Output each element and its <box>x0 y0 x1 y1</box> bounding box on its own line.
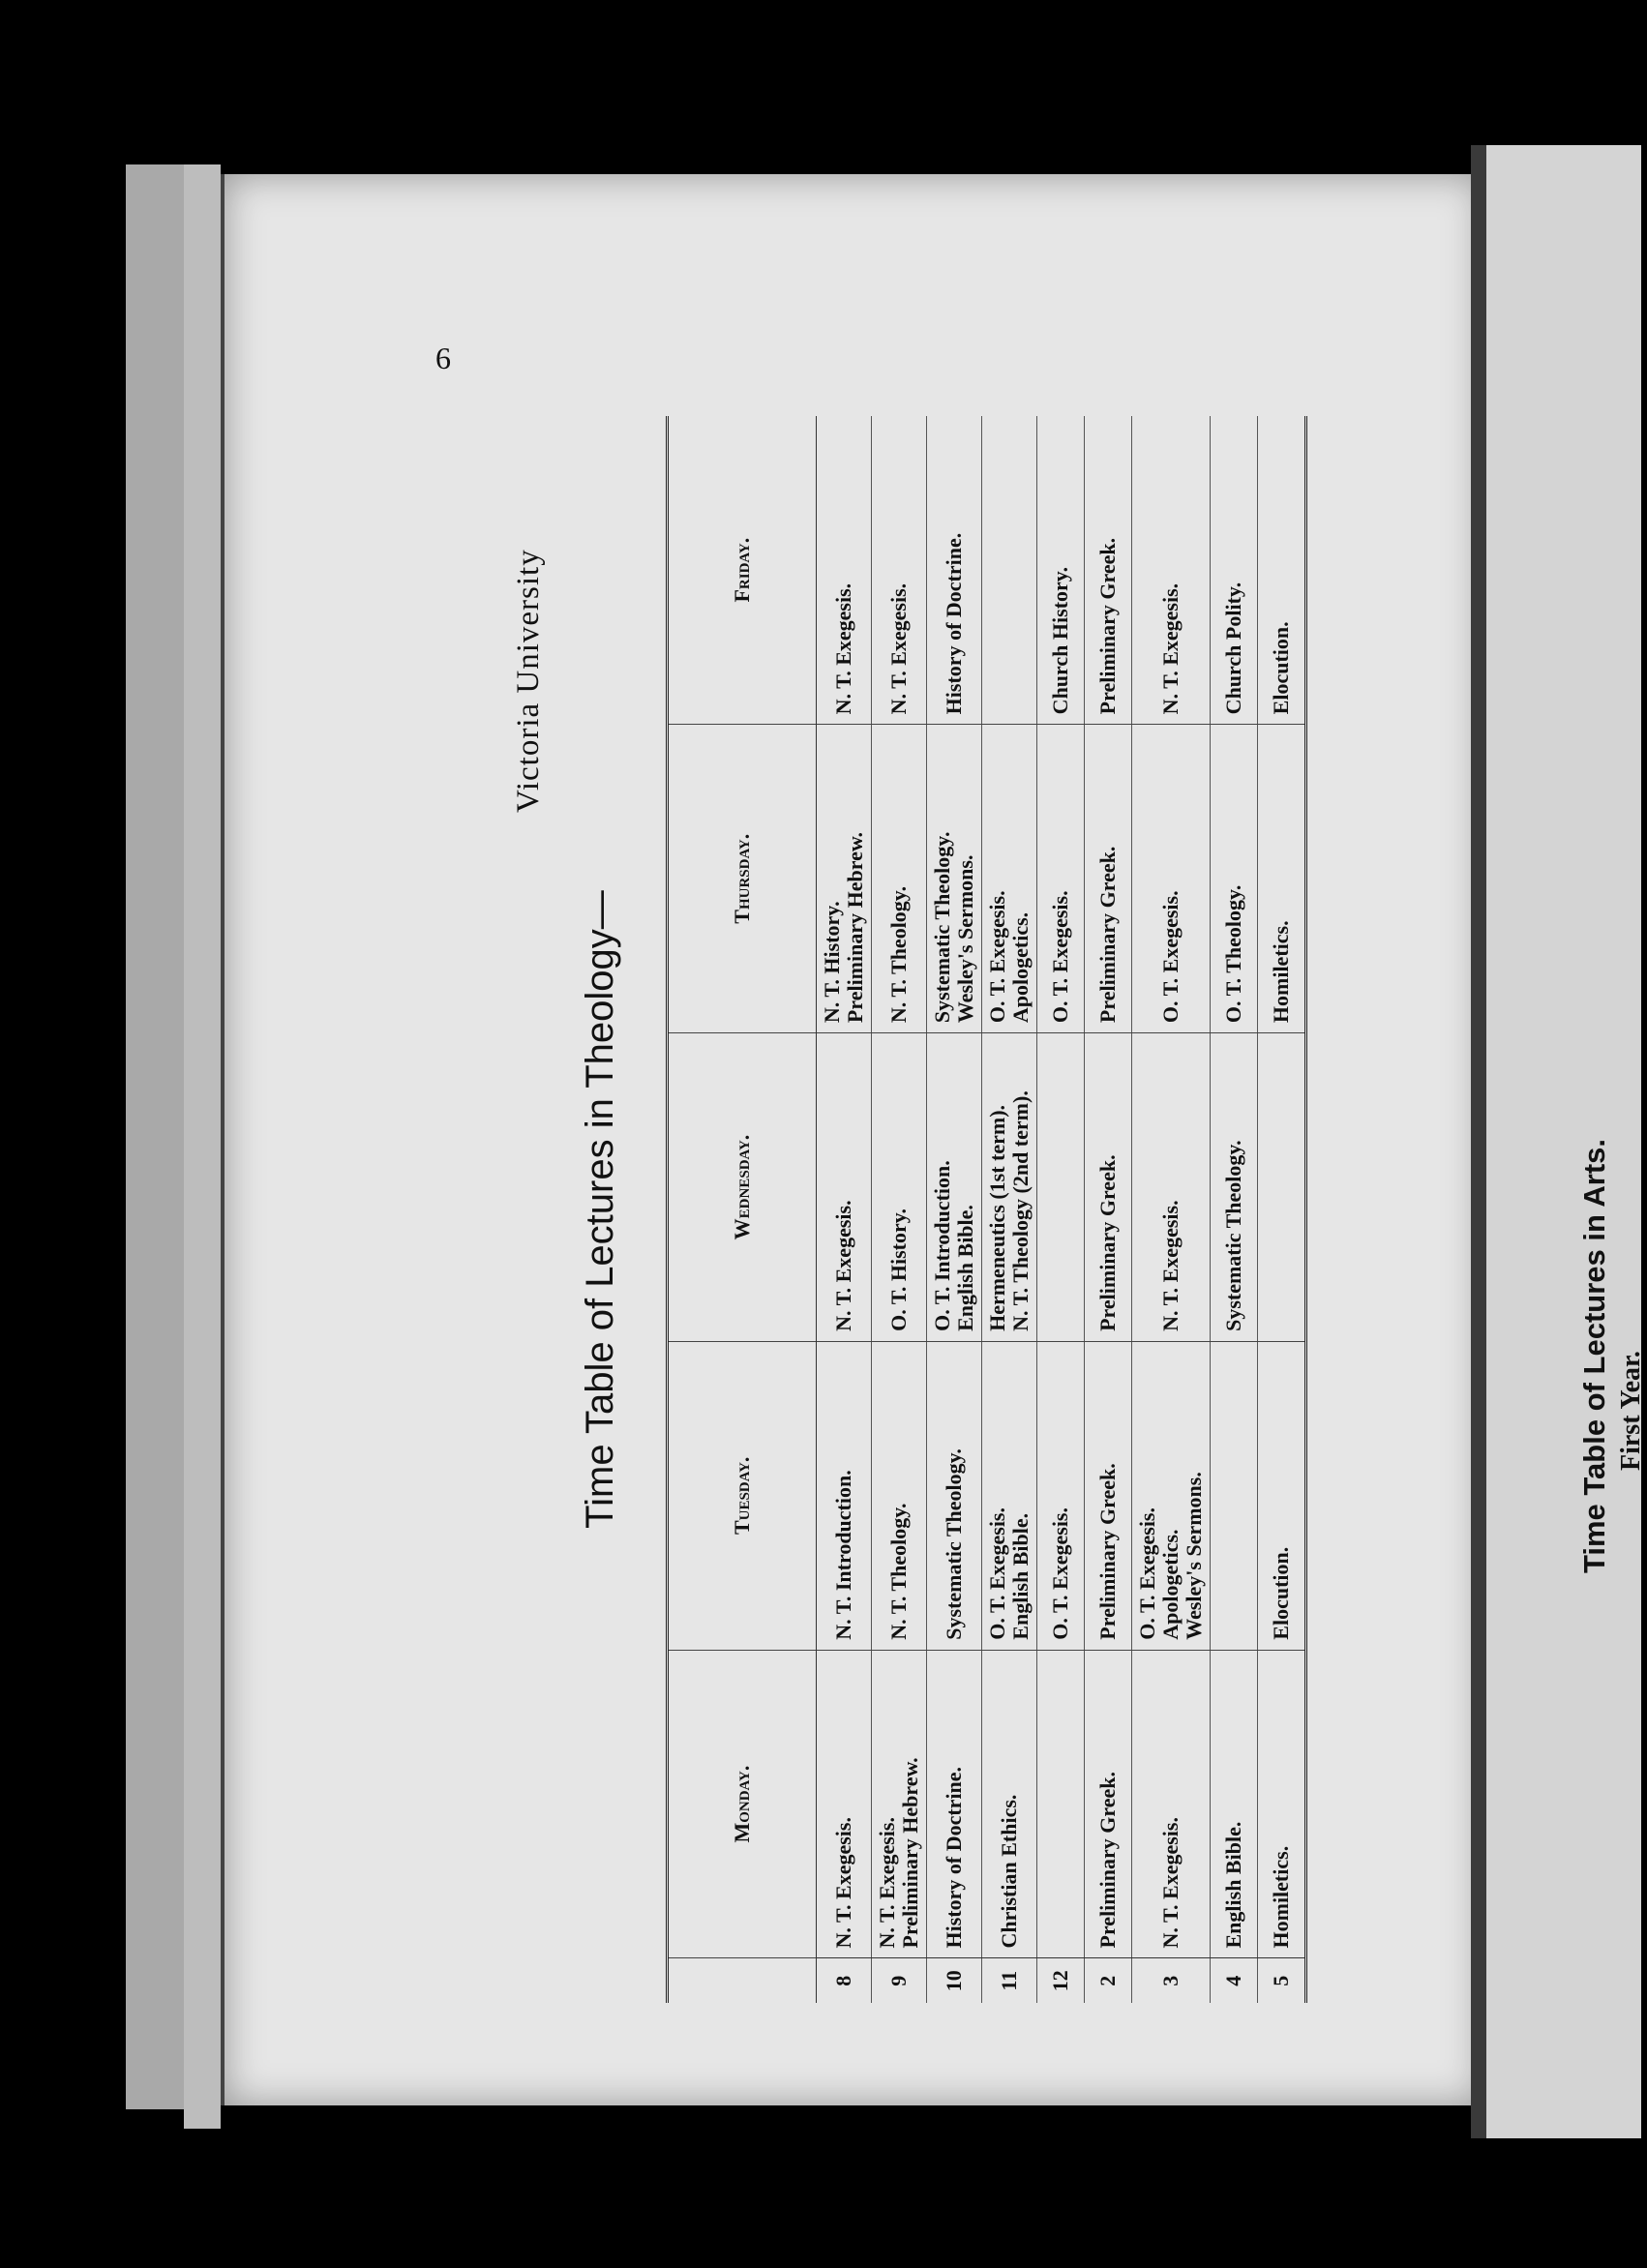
lecture-text: Systematic Theology. <box>930 831 954 1024</box>
table-row <box>1037 416 1085 2003</box>
lecture-text: N. T. Exegesis. <box>1158 1200 1183 1331</box>
lecture-text: N. T. Introduction. <box>831 1470 855 1640</box>
gutter-shadow <box>1471 145 1486 2138</box>
lecture-text: O. T. Exegesis. <box>985 890 1009 1024</box>
lecture-text: N. T. Theology. <box>886 1503 911 1640</box>
lecture-cell <box>1132 1033 1211 1342</box>
lecture-text: N. T. Exegesis. <box>831 1200 855 1331</box>
lecture-text: History of Doctrine. <box>942 532 966 715</box>
lecture-cell <box>927 725 982 1033</box>
lecture-text: English Bible. <box>1008 1512 1033 1640</box>
lecture-cell <box>1211 1033 1258 1342</box>
lecture-text: Church Polity. <box>1221 582 1245 715</box>
lecture-cell <box>927 1650 982 1958</box>
lecture-cell <box>1085 1033 1132 1342</box>
day-header: Wednesday. <box>668 1033 817 1342</box>
lecture-text: Systematic Theology. <box>1221 1140 1245 1331</box>
lecture-cell <box>1211 416 1258 725</box>
lecture-text: N. T. Theology (2nd term). <box>1008 1090 1033 1331</box>
hour-cell: 3 <box>1132 1958 1211 2003</box>
lecture-text: Apologetics. <box>1008 911 1033 1024</box>
lecture-cell <box>927 1341 982 1650</box>
lecture-cell <box>1132 725 1211 1033</box>
lecture-text: N. T. Exegesis. <box>1158 582 1183 715</box>
lecture-cell <box>927 416 982 725</box>
hour-cell: 9 <box>872 1958 927 2003</box>
lecture-text: Homiletics. <box>1269 920 1293 1024</box>
day-header: Friday. <box>668 416 817 725</box>
timetable <box>666 416 1307 2003</box>
hour-cell: 10 <box>927 1958 982 2003</box>
running-head: Victoria University <box>511 549 546 813</box>
day-header-row <box>668 416 817 2003</box>
lecture-cell <box>1258 1650 1306 1958</box>
lecture-text: N. T. History. <box>820 901 844 1024</box>
lecture-cell <box>1037 1650 1085 1958</box>
lecture-text: Wesley's Sermons. <box>1182 1472 1206 1640</box>
lecture-cell <box>1085 416 1132 725</box>
lecture-text: O. T. Exegesis. <box>1135 1507 1159 1640</box>
lecture-cell <box>817 1341 872 1650</box>
right-page <box>1471 145 1646 2138</box>
lecture-cell <box>1258 1341 1306 1650</box>
lecture-cell <box>982 1650 1037 1958</box>
lecture-text: O. T. Theology. <box>1221 884 1245 1024</box>
table-row <box>927 416 982 2003</box>
lecture-text: Preliminary Greek. <box>1095 1463 1120 1640</box>
lecture-cell <box>982 1033 1037 1342</box>
day-header: Monday. <box>668 1650 817 1958</box>
lecture-text: N. T. Exegesis. <box>886 582 911 715</box>
lecture-text: English Bible. <box>1221 1821 1245 1949</box>
day-header: Tuesday. <box>668 1341 817 1650</box>
lecture-cell <box>927 1033 982 1342</box>
lecture-text: N. T. Exegesis. <box>875 1817 899 1949</box>
lecture-text: Preliminary Greek. <box>1095 846 1120 1024</box>
next-page-subtitle: First Year. <box>1616 1351 1646 1471</box>
lecture-text: Wesley's Sermons. <box>953 854 977 1024</box>
lecture-cell <box>1085 725 1132 1033</box>
lecture-text: Preliminary Greek. <box>1095 1154 1120 1331</box>
table-row <box>982 416 1037 2003</box>
lecture-cell <box>817 1650 872 1958</box>
lecture-text: Elocution. <box>1269 621 1293 715</box>
lecture-text: O. T. Introduction. <box>930 1160 954 1331</box>
lecture-cell <box>1211 725 1258 1033</box>
table-row <box>1258 416 1306 2003</box>
lecture-text: O. T. Exegesis. <box>1048 890 1072 1024</box>
lecture-cell <box>872 725 927 1033</box>
lecture-cell <box>1211 1341 1258 1650</box>
hour-cell: 8 <box>817 1958 872 2003</box>
next-page-title: Time Table of Lectures in Arts. <box>1577 1138 1611 1573</box>
lecture-cell <box>982 725 1037 1033</box>
lecture-cell <box>1132 1341 1211 1650</box>
lecture-text: History of Doctrine. <box>942 1766 966 1949</box>
lecture-text: English Bible. <box>953 1205 977 1331</box>
hour-cell: 11 <box>982 1958 1037 2003</box>
lecture-cell <box>817 416 872 725</box>
lecture-cell <box>872 416 927 725</box>
rotated-content <box>511 416 1293 2003</box>
lecture-text: Elocution. <box>1269 1546 1293 1640</box>
lecture-cell <box>872 1033 927 1342</box>
lecture-cell <box>1211 1650 1258 1958</box>
table-row <box>1085 416 1132 2003</box>
lecture-text: Preliminary Hebrew. <box>843 831 867 1024</box>
lecture-text: Apologetics. <box>1158 1529 1183 1640</box>
table-row <box>1132 416 1211 2003</box>
lecture-cell <box>982 1341 1037 1650</box>
lecture-text: O. T. Exegesis. <box>1048 1507 1072 1640</box>
page-stack-edge <box>126 164 184 2109</box>
lecture-text: O. T. Exegesis. <box>985 1507 1009 1640</box>
hour-cell: 12 <box>1037 1958 1085 2003</box>
lecture-cell <box>817 1033 872 1342</box>
lecture-text: N. T. Theology. <box>886 885 911 1024</box>
lecture-cell <box>1132 416 1211 725</box>
lecture-text: O. T. History. <box>886 1208 911 1331</box>
lecture-cell <box>872 1341 927 1650</box>
lecture-cell <box>1258 1033 1306 1342</box>
lecture-cell <box>1037 1033 1085 1342</box>
lecture-text: Christian Ethics. <box>997 1794 1021 1949</box>
hour-cell: 2 <box>1085 1958 1132 2003</box>
lecture-cell <box>872 1650 927 1958</box>
lecture-cell <box>1258 416 1306 725</box>
lecture-cell <box>1037 1341 1085 1650</box>
lecture-cell <box>1037 725 1085 1033</box>
day-header: Thursday. <box>668 725 817 1033</box>
lecture-text: Systematic Theology. <box>942 1448 966 1640</box>
lecture-text: Preliminary Greek. <box>1095 537 1120 715</box>
lecture-cell <box>1085 1341 1132 1650</box>
lecture-text: Homiletics. <box>1269 1845 1293 1949</box>
lecture-cell <box>1085 1650 1132 1958</box>
timetable-title: Time Table of Lectures in Theology— <box>579 890 621 1529</box>
lecture-text: N. T. Exegesis. <box>1158 1817 1183 1949</box>
table-row <box>817 416 872 2003</box>
hour-cell: 4 <box>1211 1958 1258 2003</box>
lecture-text: N. T. Exegesis. <box>831 582 855 715</box>
lecture-cell <box>1132 1650 1211 1958</box>
page-number: 6 <box>435 341 451 375</box>
lecture-text: Preliminary Hebrew. <box>898 1757 922 1949</box>
table-row <box>872 416 927 2003</box>
hour-cell: 5 <box>1258 1958 1306 2003</box>
page-stack-edge <box>184 164 221 2129</box>
lecture-cell <box>1258 725 1306 1033</box>
lecture-cell <box>1037 416 1085 725</box>
hour-header <box>668 1958 817 2003</box>
lecture-text: Hermeneutics (1st term). <box>985 1104 1009 1331</box>
lecture-cell <box>982 416 1037 725</box>
lecture-cell <box>817 725 872 1033</box>
lecture-text: N. T. Exegesis. <box>831 1817 855 1949</box>
lecture-text: O. T. Exegesis. <box>1158 890 1183 1024</box>
lecture-text: Church History. <box>1048 566 1072 715</box>
table-row <box>1211 416 1258 2003</box>
lecture-text: Preliminary Greek. <box>1095 1772 1120 1949</box>
